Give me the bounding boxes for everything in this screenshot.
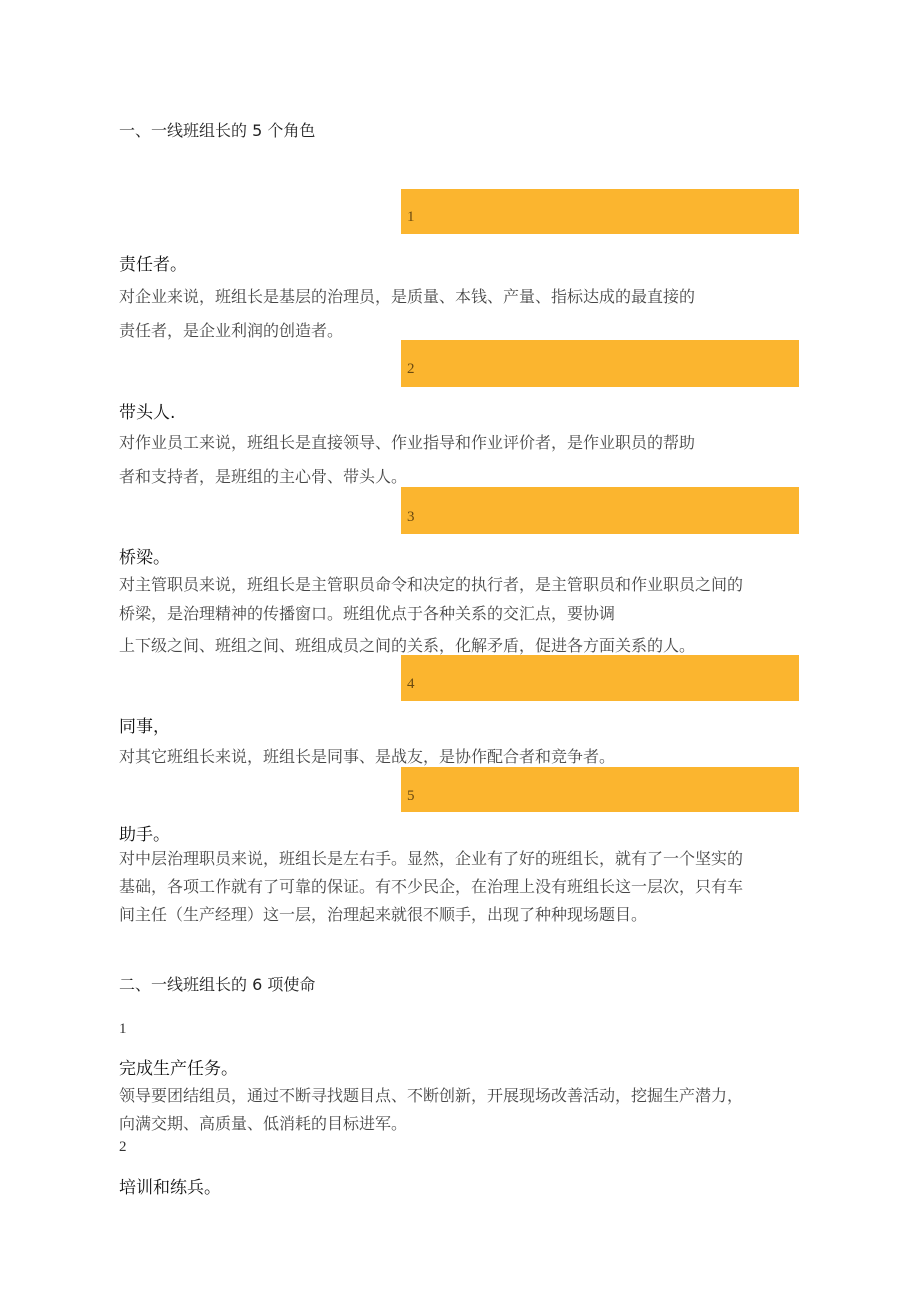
section-2-title: 二、一线班组长的 6 项使命 [119,975,316,994]
role-title: 桥梁。 [119,548,170,568]
role-description-line: 对主管职员来说，班组长是主管职员命令和决定的执行者，是主管职员和作业职员之间的 [119,575,744,594]
section-1-title: 一、一线班组长的 5 个角色 [119,121,316,140]
role-description-line: 对作业员工来说，班组长是直接领导、作业指导和作业评价者，是作业职员的帮助 [119,433,696,452]
role-number: 1 [407,209,415,225]
role-description-line: 责任者，是企业利润的创造者。 [119,321,344,340]
role-number-bar [401,655,799,701]
role-description-line: 间主任（生产经理）这一层，治理起来就很不顺手，出现了种种现场题目。 [119,905,648,924]
role-description-line: 对中层治理职员来说，班组长是左右手。显然，企业有了好的班组长，就有了一个坚实的 [119,849,744,868]
mission-description-line: 向满交期、高质量、低消耗的目标进军。 [119,1114,408,1133]
role-description-line: 基础，各项工作就有了可靠的保证。有不少民企，在治理上没有班组长这一层次，只有车 [119,877,744,896]
role-number-bar [401,487,799,534]
mission-description-line: 领导要团结组员，通过不断寻找题目点、不断创新，开展现场改善活动，挖掘生产潜力， [119,1086,744,1105]
mission-number: 2 [119,1139,127,1155]
mission-number: 1 [119,1021,127,1037]
role-description-line: 对企业来说，班组长是基层的治理员，是质量、本钱、产量、指标达成的最直接的 [119,287,696,306]
role-number-bar [401,189,799,234]
role-number: 3 [407,509,415,525]
role-description-line: 对其它班组长来说，班组长是同事、是战友，是协作配合者和竞争者。 [119,747,616,766]
mission-title: 完成生产任务。 [119,1059,238,1079]
role-description-line: 者和支持者，是班组的主心骨、带头人。 [119,467,408,486]
role-number-bar [401,767,799,812]
role-title: 助手。 [119,825,170,845]
role-description-line: 桥梁，是治理精神的传播窗口。班组优点于各种关系的交汇点，要协调 [119,604,616,623]
role-title: 带头人. [119,403,176,423]
role-title: 责任者。 [119,255,187,275]
role-number-bar [401,340,799,387]
mission-title: 培训和练兵。 [119,1178,221,1198]
role-number: 2 [407,361,415,377]
role-number: 4 [407,676,415,692]
role-title: 同事， [119,717,170,737]
role-number: 5 [407,788,415,804]
role-description-line: 上下级之间、班组之间、班组成员之间的关系，化解矛盾，促进各方面关系的人。 [119,636,696,655]
